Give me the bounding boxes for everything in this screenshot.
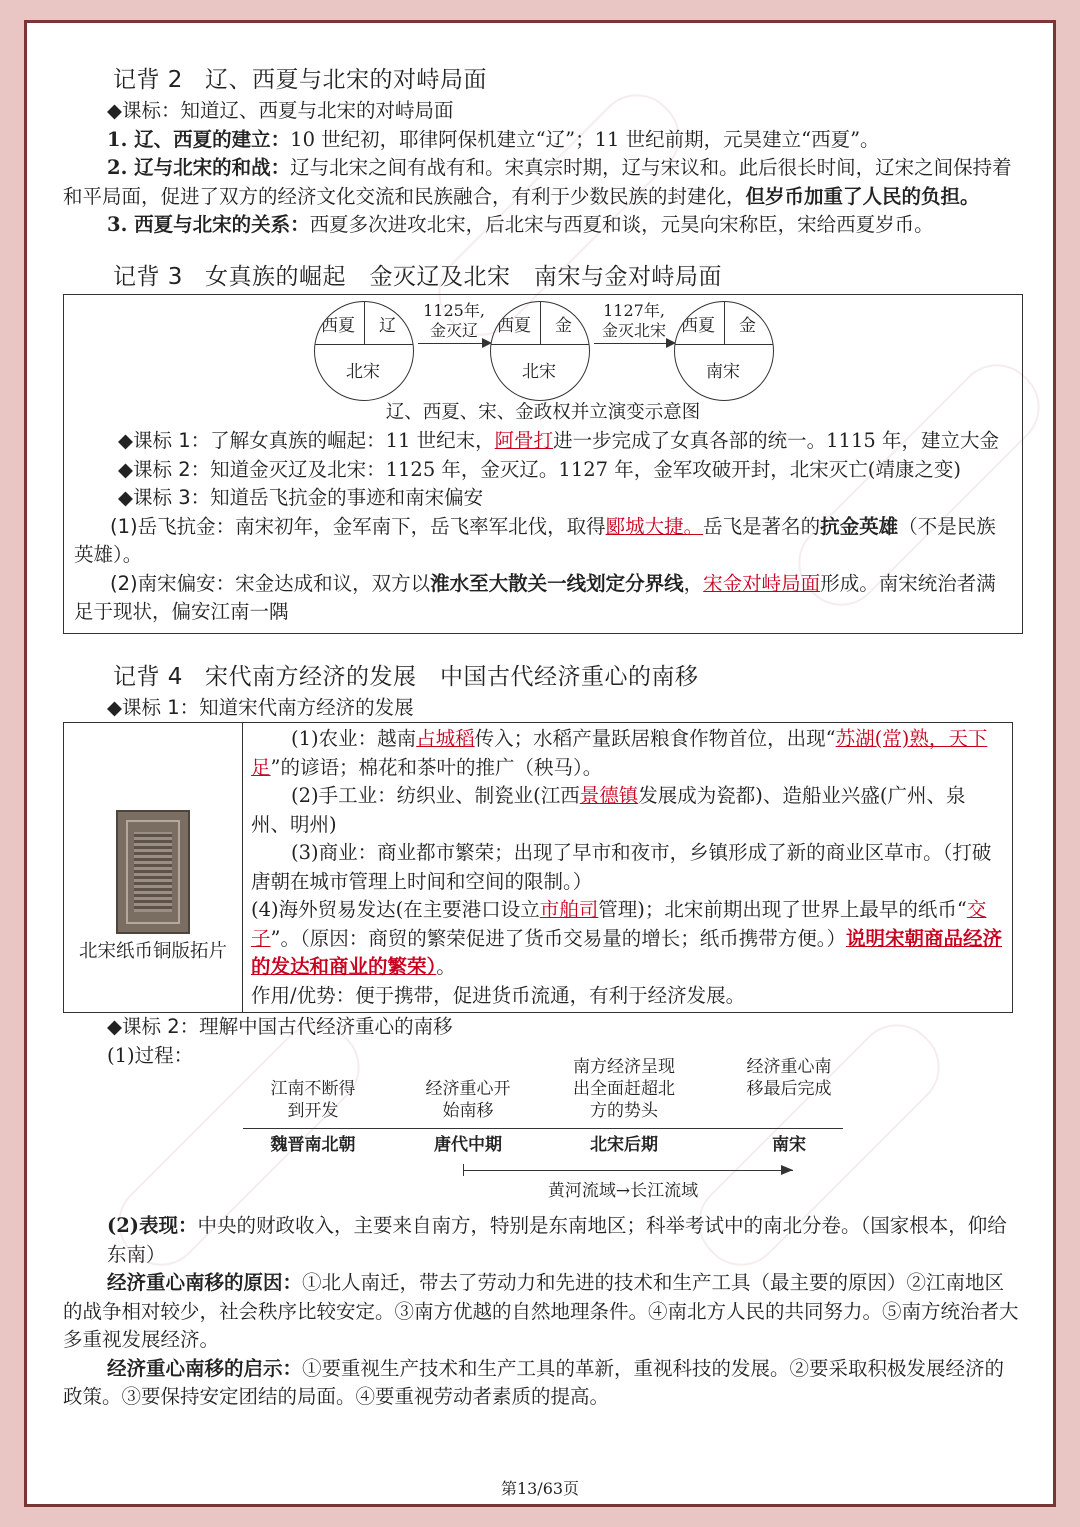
timeline-era: 魏晋南北朝 — [270, 1135, 356, 1155]
page-number: 第13/63页 — [500, 1479, 580, 1498]
section-box — [63, 294, 1023, 634]
range-label: 黄河流域→长江流域 — [547, 1181, 699, 1201]
paragraph: 2. 辽与北宋的和战：辽与北宋之间有战有和。宋真宗时期，辽与宋议和。此后很长时间，辽宋之间保持着和平局面，促进了双方的经济文化交流和民族融合，有利于少数民族的封建化，但岁币加重了人民的负担。 — [63, 156, 1012, 208]
regime-circle: 西夏 金 南宋 — [674, 301, 774, 401]
paragraph: 经济重心南移的原因：①北人南迁，带去了劳动力和先进的技术和生产工具（最主要的原因）②江南地区的战争相对较少，社会秩序比较安定。③南方优越的自然地理条件。④南北方人民的共同努力。⑤南方统治者大多重视发展经济。 — [63, 1271, 1019, 1351]
paragraph: (1)岳飞抗金：南宋初年，金军南下，岳飞率军北伐，取得郾城大捷。岳飞是著名的抗金英雄（不是民族英雄）。 — [74, 514, 996, 566]
image-caption: 北宋纸币铜版拓片 — [78, 941, 227, 962]
regime-circle: 西夏 金 北宋 — [490, 301, 590, 401]
curriculum-standard: ◆课标 1：知道宋代南方经济的发展 — [107, 695, 414, 719]
curriculum-standard: ◆课标 2：理解中国古代经济重心的南移 — [107, 1015, 453, 1038]
regime-circle: 西夏 辽 北宋 — [314, 301, 414, 401]
page — [24, 20, 1056, 1507]
timeline-event: 经济重心开始南移 — [425, 1079, 511, 1121]
paragraph: (2)南宋偏安：宋金达成和议，双方以淮水至大散关一线划定分界线，宋金对峙局面形成。南宋统治者满足于现状，偏安江南一隅 — [74, 571, 996, 623]
timeline-era: 南宋 — [772, 1135, 806, 1155]
transition-arrow: 1127年, 金灭北宋 — [594, 301, 674, 344]
section-title: 记背 2 辽、西夏与北宋的对峙局面 — [113, 67, 487, 93]
paragraph: (2)手工业：纺织业、制瓷业(江西景德镇发展成为瓷都)、造船业兴盛(广州、泉州、明州) — [251, 784, 966, 836]
paragraph: (1)农业：越南占城稻传入；水稻产量跃居粮食作物首位，出现“苏湖(常)熟，天下足”的谚语；棉花和茶叶的推广（秧马）。 — [251, 727, 988, 779]
paragraph: (4)海外贸易发达(在主要港口设立市舶司管理)；北宋前期出现了世界上最早的纸币“交子”。（原因：商贸的繁荣促进了货币交易量的增长；纸币携带方便。）说明宋朝商品经济的发达和商业的繁荣）。 — [251, 898, 1003, 978]
timeline-event: 经济重心南移最后完成 — [746, 1057, 832, 1099]
image-cell — [64, 723, 243, 1013]
curriculum-standard: ◆课标：知道辽、西夏与北宋的对峙局面 — [107, 99, 454, 122]
curriculum-standard: ◆课标 3：知道岳飞抗金的事迹和南宋偏安 — [118, 486, 484, 509]
text-cell — [243, 723, 1013, 1013]
banknote-rubbing-image — [116, 810, 190, 934]
section-title: 记背 4 宋代南方经济的发展 中国古代经济重心的南移 — [113, 663, 699, 690]
paragraph: (2)表现：中央的财政收入，主要来自南方，特别是东南地区；科举考试中的南北分卷。（国家根本，仰给东南） — [107, 1214, 1007, 1266]
paragraph: 经济重心南移的启示：①要重视生产技术和生产工具的革新，重视科技的发展。②要采取积极发展经济的政策。③要保持安定团结的局面。④要重视劳动者素质的提高。 — [63, 1356, 1005, 1408]
timeline-era: 北宋后期 — [590, 1135, 658, 1155]
paragraph: (3)商业：商业都市繁荣；出现了早市和夜市，乡镇形成了新的商业区草市。（打破唐朝在城市管理上时间和空间的限制。） — [251, 841, 992, 893]
paragraph: 1. 辽、西夏的建立：10 世纪初，耶律阿保机建立“辽”；11 世纪前期，元昊建立“西夏”。 — [107, 127, 880, 151]
diagram-caption: 辽、西夏、宋、金政权并立演变示意图 — [385, 401, 701, 423]
timeline-event: 南方经济呈现出全面赶超北方的势头 — [573, 1057, 675, 1121]
timeline-axis — [243, 1128, 843, 1129]
paragraph: 3. 西夏与北宋的关系：西夏多次进攻北宋，后北宋与西夏和谈，元昊向宋称臣，宋给西夏岁币。 — [107, 213, 934, 236]
timeline-era: 唐代中期 — [434, 1135, 502, 1155]
timeline — [243, 1057, 843, 1220]
paragraph: ◆课标 1：了解女真族的崛起：11 世纪末，阿骨打进一步完成了女真各部的统一。1115 年，建立大金 — [118, 429, 999, 452]
range-arrow — [463, 1170, 793, 1171]
regime-diagram — [74, 301, 1012, 411]
timeline-event: 江南不断得到开发 — [270, 1079, 356, 1121]
economy-table — [63, 722, 1013, 1013]
transition-arrow: 1125年, 金灭辽 — [418, 301, 490, 344]
process-label: (1)过程： — [107, 1043, 194, 1067]
paragraph: 作用/优势：便于携带，促进货币流通，有利于经济发展。 — [251, 983, 746, 1007]
content — [63, 63, 1023, 1412]
section-title: 记背 3 女真族的崛起 金灭辽及北宋 南宋与金对峙局面 — [113, 263, 722, 290]
paragraph: ◆课标 2：知道金灭辽及北宋：1125 年，金灭辽。1127 年，金军攻破开封，北宋灭亡(靖康之变) — [118, 457, 961, 481]
